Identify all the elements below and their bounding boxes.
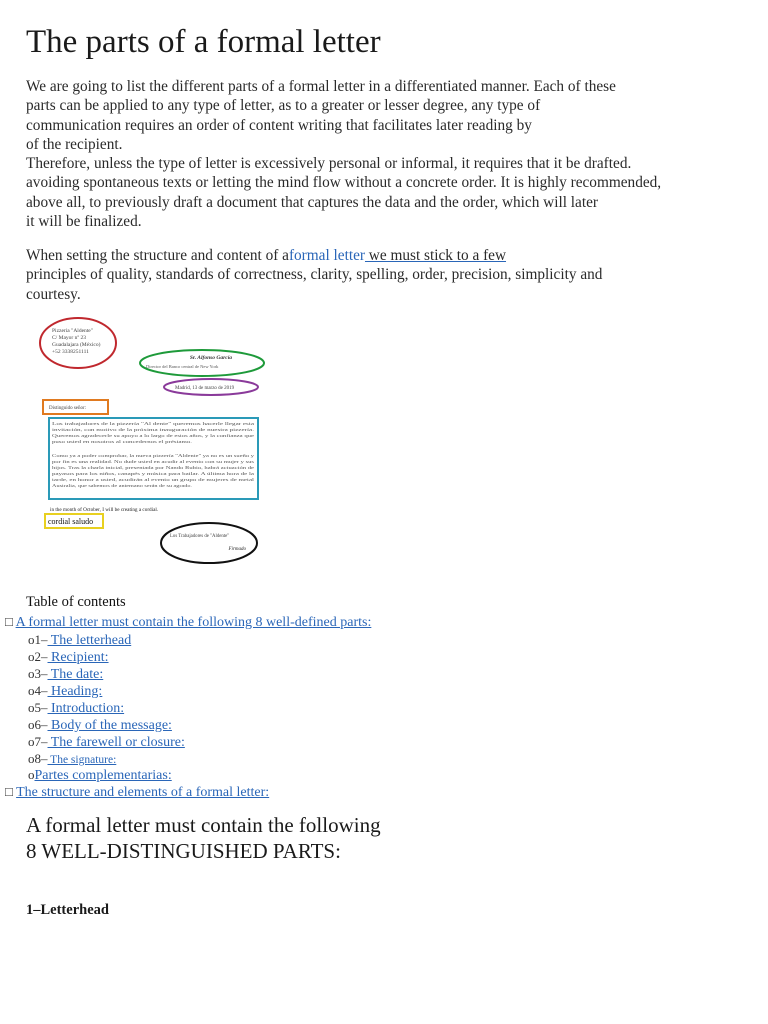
toc-link-introduction[interactable]: Introduction:: [47, 701, 125, 716]
toc-bullet: o: [28, 717, 35, 732]
sender-line: Pizzeria "Aldente": [52, 328, 93, 334]
sender-line: +52 3338251111: [52, 349, 89, 355]
signature-label: Los Trabajadores de "Aldente": [170, 534, 230, 539]
farewell-text: cordial saludo: [48, 517, 94, 526]
body-line: tarde, en honor a usted, acudirán al evento un grupo de mujeres de metal: [52, 477, 169, 482]
signature-text: Firmado: [228, 547, 246, 552]
intro-line: of the recipient.: [26, 135, 123, 153]
recipient-name: Sr. Alfonso García: [189, 355, 232, 361]
recipient-role: Director del Banco central de New York: [146, 364, 219, 369]
intro-line: avoiding spontaneous texts or letting the mind flow without a concrete order. It is highly recommended,: [26, 174, 662, 192]
closing-line: in the month of October, I will be creating a cordial.: [50, 507, 159, 513]
toc-number: 2–: [34, 649, 48, 664]
page-title: The parts of a formal letter: [26, 24, 381, 60]
toc-bullet: o: [28, 632, 35, 647]
intro-line: Therefore, unless the type of letter is excessively personal or informal, it requires that it be drafted.: [26, 155, 632, 173]
toc-bullet: o: [28, 666, 35, 681]
toc-link-structure[interactable]: The structure and elements of a formal letter:: [16, 785, 270, 800]
toc-number: 1–: [34, 632, 48, 647]
structure-line-2: principles of quality, standards of correctness, clarity, spelling, order, precision, simplicity and: [26, 266, 603, 284]
formal-letter-example-image: [36, 315, 266, 570]
intro-line: We are going to list the different parts of a formal letter in a differentiated manner. Each of these: [26, 78, 616, 95]
body-line: Queremos agradecerle su apoyo a lo largo de estos años, y la confianza que: [52, 433, 173, 438]
sender-line: Guadalajara (México): [52, 342, 101, 348]
toc-bullet: □: [5, 784, 13, 799]
structure-text-underlined: we must stick to a few: [364, 247, 507, 264]
toc-item: [28, 767, 188, 784]
toc-bullet: o: [28, 751, 35, 766]
toc-link-farewell[interactable]: The farewell or closure:: [47, 735, 185, 750]
intro-line: communication requires an order of content writing that facilitates later reading by: [26, 116, 532, 134]
toc-link-formal-letter-parts[interactable]: A formal letter must contain the following 8 well-defined parts:: [15, 615, 372, 630]
toc-item: [28, 632, 147, 649]
structure-paragraph: [26, 246, 732, 304]
toc-item: [28, 666, 119, 683]
structure-text: When setting the structure and content of a: [26, 247, 289, 264]
structure-line-3: courtesy.: [26, 285, 81, 303]
toc-link-signature[interactable]: The signature:: [47, 754, 117, 766]
intro-line: parts can be applied to any type of letter, as to a greater or lesser degree, any type of: [26, 97, 541, 115]
toc-bullet: o: [28, 767, 35, 782]
letterhead-subheading: 1–Letterhead: [26, 902, 109, 918]
toc-item: [28, 649, 125, 666]
toc-link-recipient[interactable]: Recipient:: [47, 650, 109, 665]
body-line: hijos. Tras la charla inicial, presentada por Nando Rubio, habrá actuación de: [52, 465, 175, 470]
body-line: Los trabajadores de la pizzería "Al dente" queremos hacerle llegar esta: [52, 421, 255, 426]
intro-line: it will be finalized.: [26, 213, 142, 231]
toc-item: [28, 751, 126, 768]
body-line: payasos para los niños, canapés y música para bailar. A última hora de la: [52, 471, 169, 476]
toc-item: [5, 784, 291, 801]
section-heading-line: A formal letter must contain the following: [26, 813, 381, 837]
toc-item: [28, 734, 193, 751]
toc-bullet: □: [5, 614, 13, 629]
toc-bullet: o: [28, 734, 35, 749]
toc-link-body[interactable]: Body of the message:: [47, 718, 172, 733]
intro-paragraph: [26, 77, 732, 231]
section-heading: [26, 812, 381, 864]
toc-item: [28, 700, 144, 717]
sender-line: C/ Mayor nº 23: [52, 335, 86, 341]
body-line: Australia, que sabemos de antemano serán de su agrado.: [52, 483, 143, 488]
toc-number: 4–: [34, 683, 48, 698]
toc-bullet: o: [28, 683, 35, 698]
toc-title: Table of contents: [26, 594, 126, 610]
section-heading-line: 8 WELL-DISTINGUISHED PARTS:: [26, 839, 341, 863]
toc-bullet: o: [28, 700, 35, 715]
toc-link-complementary[interactable]: Partes complementarias:: [34, 768, 172, 783]
body-line: por fin es una realidad. No dude usted en acudir al evento con su mujer y sus: [52, 459, 255, 464]
toc-item: [28, 683, 164, 700]
toc-number: 5–: [34, 700, 48, 715]
toc-number: 8–: [34, 751, 48, 766]
toc-link-heading[interactable]: Heading:: [47, 684, 103, 699]
toc-item: [28, 717, 184, 734]
body-line: Como ya a poder comprobar, la nueva pizzería "Aldente" ya no es un sueño y: [52, 453, 177, 458]
toc-number: 7–: [34, 734, 48, 749]
date-text: Madrid, 13 de marzo de 2019: [175, 386, 235, 391]
intro-line: above all, to previously draft a document that captures the data and the order, which will later: [26, 193, 598, 211]
heading-text: Distinguido señor:: [49, 406, 87, 411]
body-line: puso usted en nosotros al concedernos el préstamo.: [52, 439, 192, 444]
toc-link-date[interactable]: The date:: [47, 667, 104, 682]
toc-number: 6–: [34, 717, 48, 732]
structure-line-1: [26, 246, 732, 265]
body-line: invitación, con motivo de la próxima inauguración de nuestra pizzería.: [52, 427, 165, 432]
toc-bullet: o: [28, 649, 35, 664]
toc-item: [5, 614, 449, 631]
toc-number: 3–: [34, 666, 48, 681]
formal-letter-link[interactable]: formal letter: [288, 247, 365, 264]
toc-link-letterhead[interactable]: The letterhead: [47, 633, 132, 648]
